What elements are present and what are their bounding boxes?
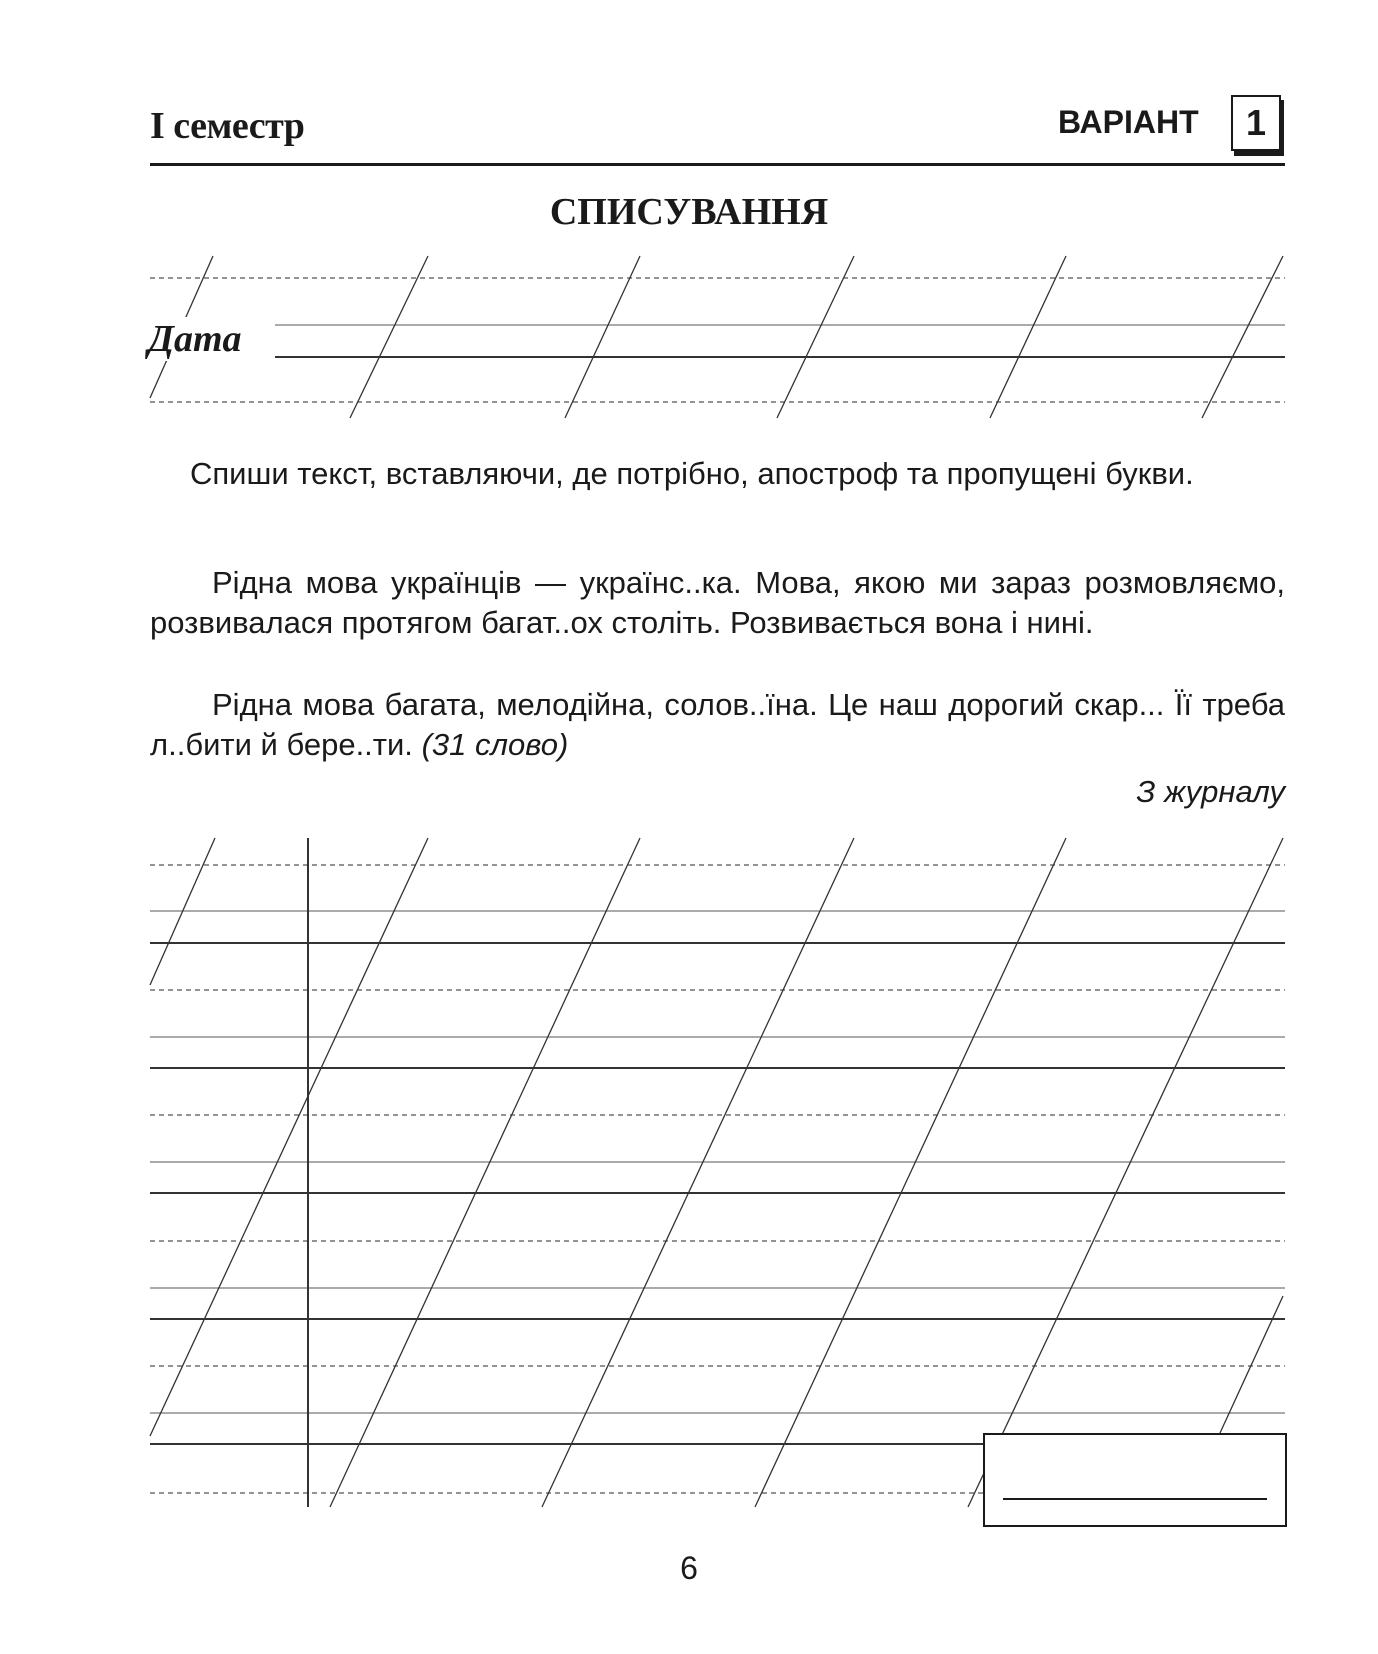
grade-line — [1003, 1498, 1267, 1500]
grade-box — [983, 1433, 1287, 1527]
task-instruction: Спиши текст, вставляючи, де потрібно, апостроф та пропущені букви. — [190, 456, 1194, 491]
page-number: 6 — [680, 1550, 698, 1586]
word-count: (31 слово) — [421, 727, 569, 762]
variant-number-badge: 1 — [1231, 95, 1281, 151]
variant-label: ВАРІАНТ — [1058, 104, 1199, 140]
exercise-ruling — [150, 838, 1285, 1507]
page-title: СПИСУВАННЯ — [549, 191, 829, 233]
paragraph-2-body: Рідна мова багата, мелодійна, солов..їна. Це наш дорогий скар... Її треба л..бити й бере..ти. — [150, 687, 1285, 762]
semester-heading: I семестр — [150, 105, 305, 147]
date-ruling — [150, 256, 1285, 418]
text-source: З журналу — [1136, 774, 1285, 809]
date-label: Дата — [148, 317, 248, 361]
text-paragraph-2 — [150, 685, 1285, 765]
text-paragraph-1: Рідна мова українців — українс..ка. Мова, якою ми зараз розмовляємо, розвивалася протягом багат..ох століть. Розвивається вона і нині. — [150, 565, 1285, 640]
